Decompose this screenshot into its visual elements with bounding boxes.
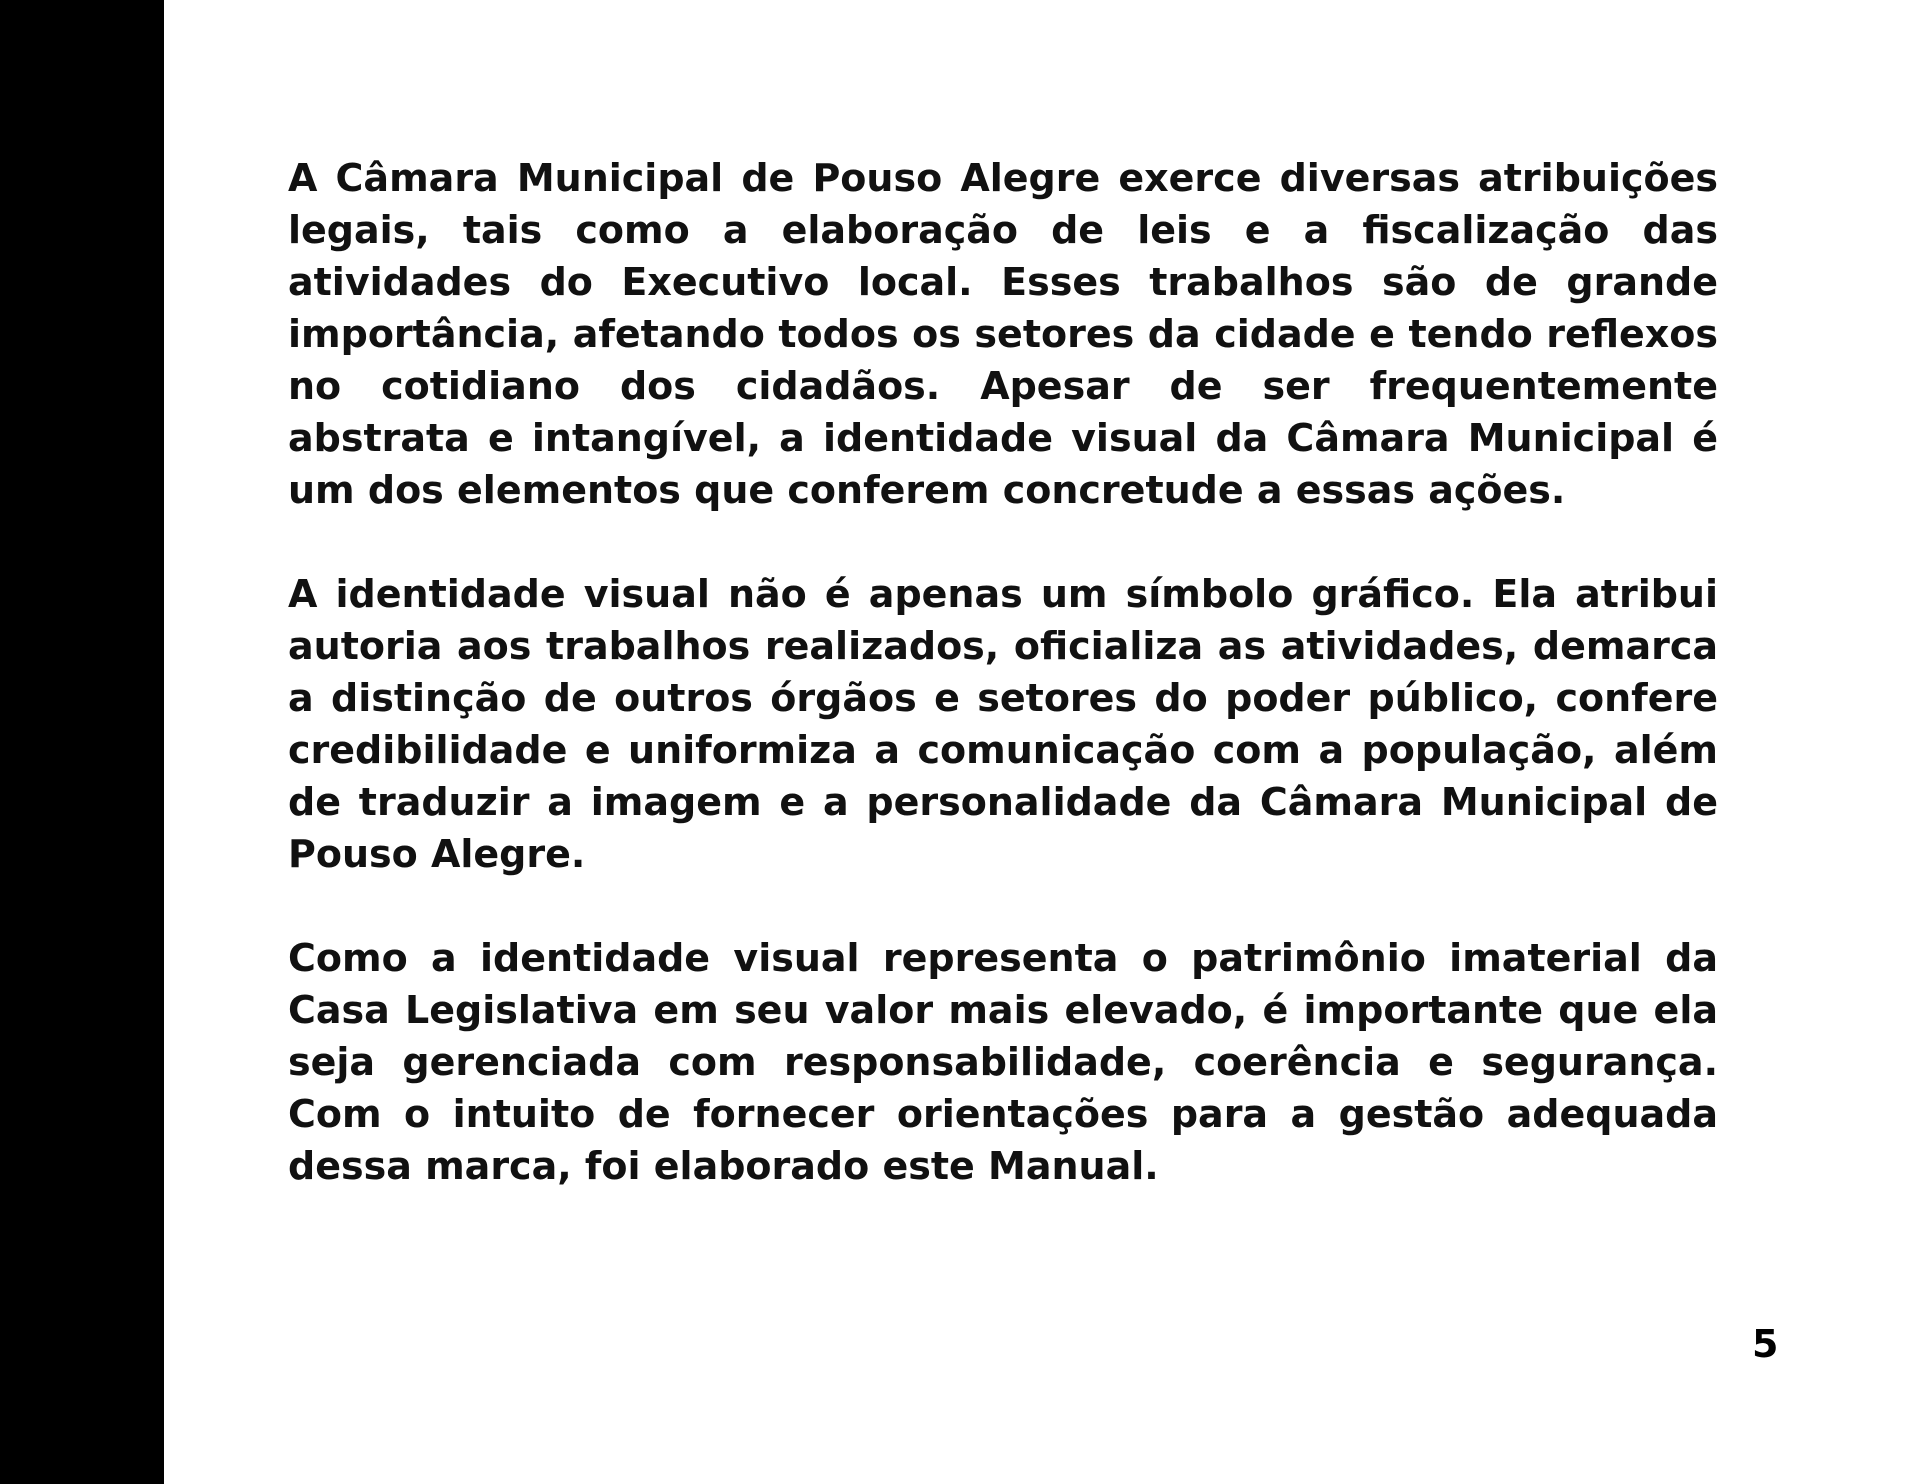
- paragraph-1: A Câmara Municipal de Pouso Alegre exerce diversas atribuições legais, tais como a elaboração de leis e a fiscalização das atividades do Executivo local. Esses trabalhos são de grande importância, afetando todos os setores da cidade e tendo reflexos no cotidiano dos cidadãos. Apesar de ser frequentemente abstrata e intangível, a identidade visual da Câmara Municipal é um dos elementos que conferem concretude a essas ações.: [288, 156, 1718, 512]
- body-text: [288, 152, 1718, 1244]
- paragraph-2: A identidade visual não é apenas um símbolo gráfico. Ela atribui autoria aos trabalhos realizados, oficializa as atividades, demarca a distinção de outros órgãos e setores do poder público, confere credibilidade e uniformiza a comunicação com a população, além de traduzir a imagem e a personalidade da Câmara Municipal de Pouso Alegre.: [288, 572, 1718, 876]
- paragraph-3: Como a identidade visual representa o patrimônio imaterial da Casa Legislativa em seu valor mais elevado, é importante que ela seja gerenciada com responsabilidade, coerência e segurança. Com o intuito de fornecer orientações para a gestão adequada dessa marca, foi elaborado este Manual.: [288, 936, 1718, 1188]
- page-number: 5: [1752, 1322, 1779, 1366]
- left-black-bar: [0, 0, 164, 1484]
